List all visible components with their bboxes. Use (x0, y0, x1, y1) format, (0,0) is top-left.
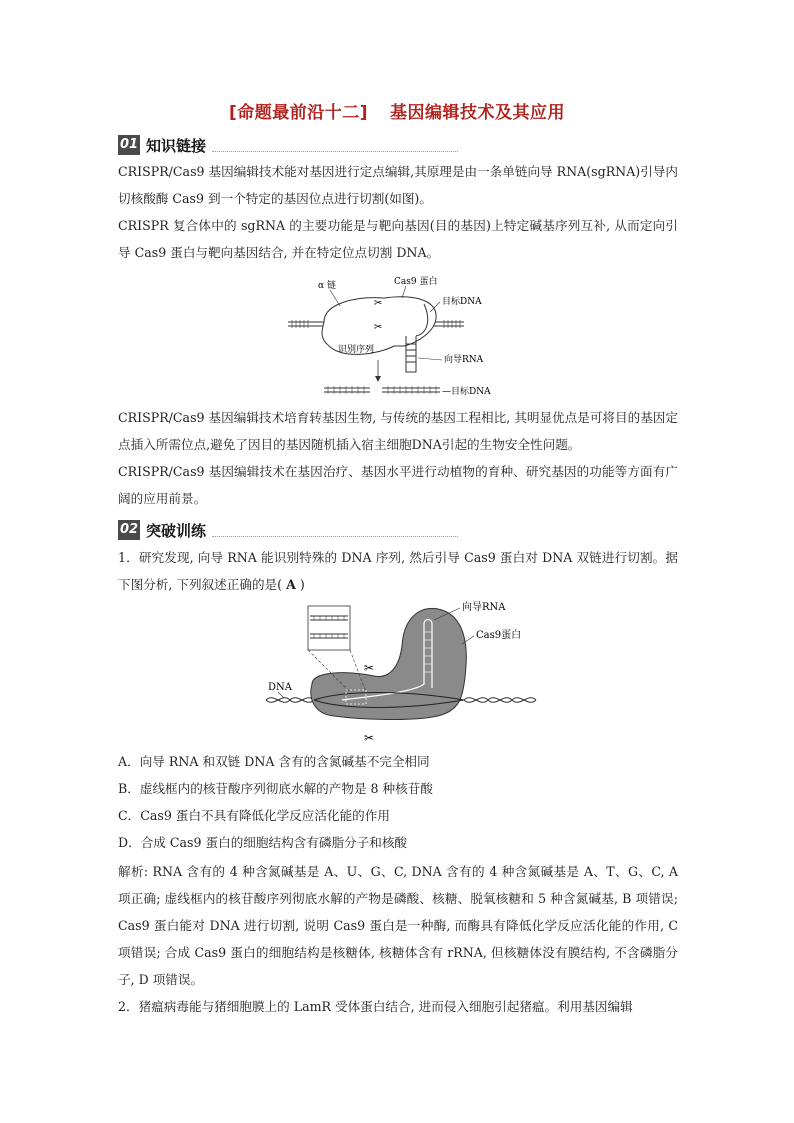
question-2 (118, 993, 678, 1020)
cas9-guide-rna-diagram (264, 596, 540, 746)
paragraph: CRISPR 复合体中的 sgRNA 的主要功能是与靶向基因(目的基因)上特定碱基序列互补, 从而定向引导 Cas9 蛋白与靶向基因结合, 并在特定位点切割 DNA。 (118, 218, 678, 260)
crispr-diagram (284, 274, 514, 402)
question-text (118, 544, 678, 598)
inset-box (308, 606, 350, 650)
divider (212, 139, 458, 152)
scissors-icon: ✂ (374, 322, 383, 333)
paragraph: CRISPR/Cas9 基因编辑技术培育转基因生物, 与传统的基因工程相比, 其明显优点是可将目的基因定点插入所需位点,避免了因目的基因随机插入宿主细胞DNA引起的生物安全性问题。 (118, 410, 678, 452)
alpha-chain-label: α 链 (318, 281, 336, 291)
cas9-label: Cas9 蛋白 (394, 277, 438, 287)
after-figure-text (118, 404, 678, 512)
section-number: 01 (118, 135, 140, 155)
guide-rna-label: 向导RNA (462, 602, 506, 613)
stem-part: ) (299, 577, 305, 592)
divider (212, 524, 458, 537)
scissors-icon: ✂ (364, 731, 375, 745)
title-bracket: [命题最前沿十二] (228, 103, 369, 123)
recognition-sequence-label: 识别序列 (338, 345, 375, 355)
stem-part: 1．研究发现, 向导 RNA 能识别特殊的 DNA 序列, 然后引导 Cas9 蛋白对 DNA 双链进行切割。 (118, 550, 666, 565)
analysis (118, 858, 678, 993)
option-c: C．Cas9 蛋白不具有降低化学反应活化能的作用 (118, 808, 390, 823)
paragraph: CRISPR/Cas9 基因编辑技术能对基因进行定点编辑,其原理是由一条单链向导 RNA(sgRNA)引导内切核酸酶 Cas9 到一个特定的基因位点进行切割(如图)。 (118, 164, 678, 206)
cut-dna (324, 386, 440, 394)
answer-letter: A (286, 577, 296, 592)
question-1-stem (118, 544, 678, 598)
arrow-head (375, 376, 381, 382)
dna-label: DNA (268, 682, 292, 693)
paragraph: CRISPR/Cas9 基因编辑技术在基因治疗、基因水平进行动植物的育种、研究基因的功能等方面有广阔的应用前景。 (118, 464, 678, 506)
section-header-training (118, 519, 458, 541)
target-dna-label: 目标DNA (442, 297, 482, 307)
option-d: D．合成 Cas9 蛋白的细胞结构含有磷脂分子和核酸 (118, 835, 408, 850)
analysis-text: 解析: RNA 含有的 4 种含氮碱基是 A、U、G、C, DNA 含有的 4 种含氮碱基是 A、T、G、C, A 项正确; 虚线框内的核苷酸序列彻底水解的产物是磷酸、核糖、脱氧核糖和 5 种含氮碱基, B 项错误; Cas9 蛋白能对 DNA 进行切割, 说明 Cas9 蛋白是一种酶, 而酶具有降低化学反应活化能的作用, C 项错误; 合成 Cas9 蛋白的细胞结构是核糖体, 核糖体含有 rRNA, 但核糖体没有膜结构, 不含磷脂分子, D 项错误。 (118, 864, 678, 987)
guide-rna-label: 向导RNA (444, 355, 484, 365)
stem-part: 据下图分析, 下列叙述正确的是( (118, 550, 678, 592)
intro-text (118, 158, 678, 266)
title-main: 基因编辑技术及其应用 (390, 103, 566, 123)
page-title (0, 98, 794, 123)
section-number: 02 (118, 520, 140, 540)
option-b: B．虚线框内的核苷酸序列彻底水解的产物是 8 种核苷酸 (118, 781, 433, 796)
section-title: 知识链接 (146, 136, 207, 155)
question-text: 2．猪瘟病毒能与猪细胞膜上的 LamR 受体蛋白结合, 进而侵入细胞引起猪瘟。利用基因编辑 (118, 999, 633, 1014)
scissors-icon: ✂ (374, 298, 383, 309)
section-header-knowledge (118, 134, 458, 156)
cas9-label: Cas9蛋白 (476, 630, 522, 641)
section-title: 突破训练 (146, 521, 207, 540)
target-dna-bottom-label: —目标DNA (442, 387, 491, 397)
scissors-icon: ✂ (364, 661, 375, 675)
option-a: A．向导 RNA 和双链 DNA 含有的含氮碱基不完全相同 (118, 754, 430, 769)
